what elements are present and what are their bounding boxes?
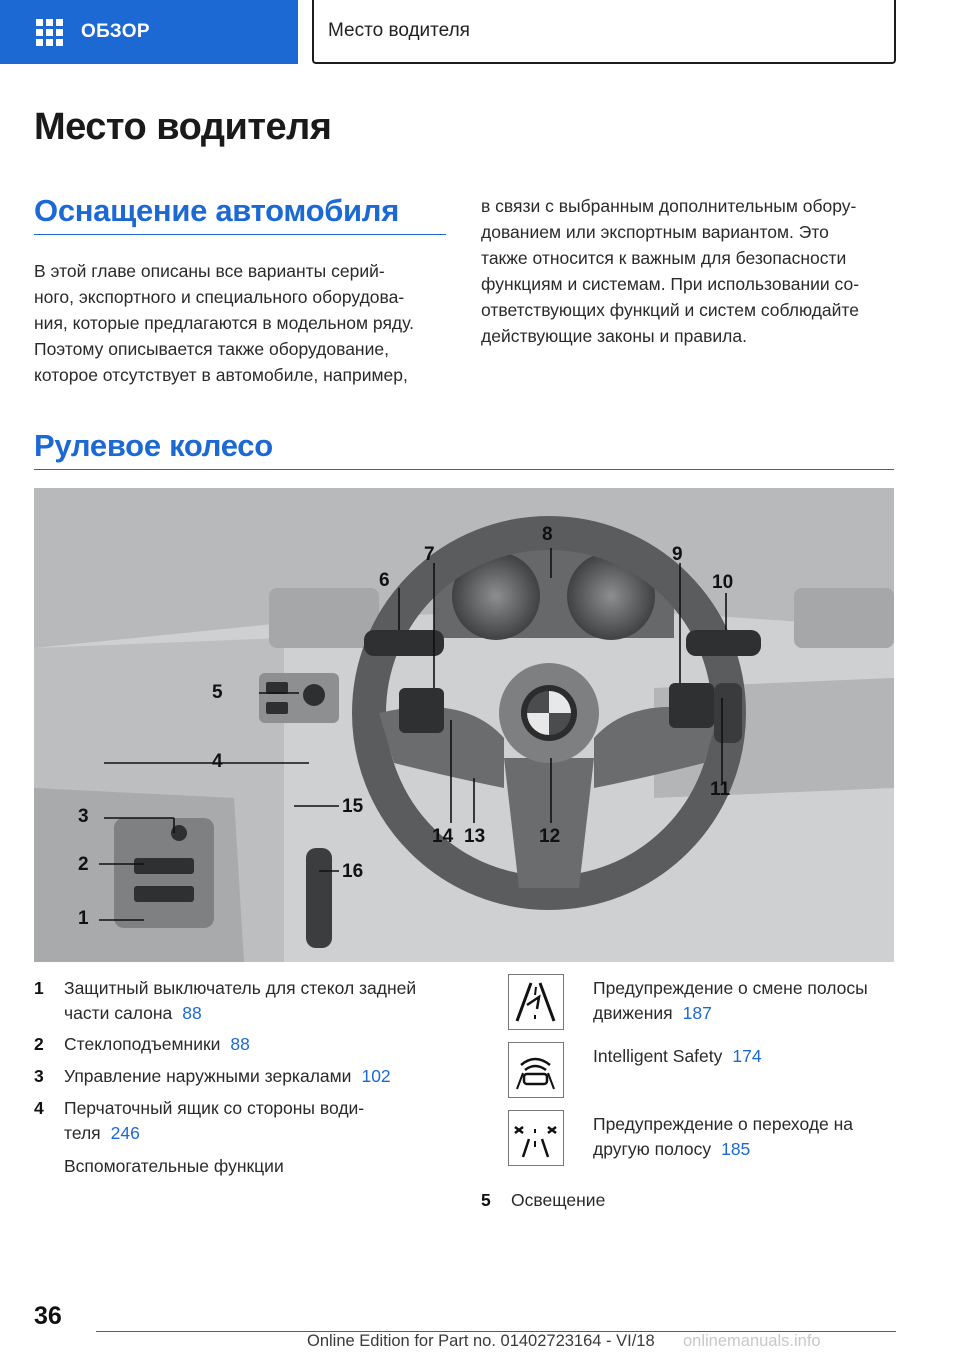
legend-label: Перчаточный ящик со стороны води-теля	[64, 1098, 365, 1143]
page-title: Место водителя	[34, 106, 332, 148]
page-link[interactable]: 246	[110, 1123, 140, 1143]
callout-7: 7	[424, 544, 435, 565]
callout-2: 2	[78, 854, 89, 875]
cockpit-figure	[34, 488, 894, 962]
text-line: Поэтому описывается также оборудование,	[34, 339, 389, 359]
callout-14: 14	[432, 826, 454, 847]
legend-label: Intelligent Safety	[593, 1046, 723, 1066]
legend-num	[34, 1154, 64, 1179]
callout-9: 9	[672, 544, 683, 565]
page-link[interactable]: 187	[682, 1003, 712, 1023]
legend-right-item5	[481, 1188, 781, 1213]
text-line: также относится к важным для безопасности	[481, 248, 847, 268]
page-link[interactable]: 88	[230, 1034, 250, 1054]
callout-6: 6	[379, 570, 390, 591]
section-rule-equipment	[34, 234, 446, 235]
callout-11: 11	[710, 779, 731, 800]
page-link[interactable]: 88	[182, 1003, 202, 1023]
legend-right-item	[593, 1112, 898, 1162]
page-link[interactable]: 102	[361, 1066, 391, 1086]
callout-10: 10	[712, 572, 734, 593]
legend-right-item	[593, 976, 898, 1026]
legend-left	[34, 976, 474, 1196]
callout-4: 4	[212, 751, 223, 772]
legend-text	[64, 1064, 444, 1089]
lane-change-warning-icon	[508, 974, 564, 1030]
legend-label: Стеклоподъемники	[64, 1034, 221, 1054]
callout-8: 8	[542, 524, 553, 545]
header-section-label: Место водителя	[328, 20, 470, 41]
text-line: действующие законы и правила.	[481, 326, 747, 346]
intelligent-safety-icon	[508, 1042, 564, 1098]
equipment-text-right	[481, 193, 901, 349]
legend-num: 5	[481, 1190, 491, 1210]
legend-text	[64, 1096, 404, 1146]
legend-label: Освещение	[511, 1190, 606, 1210]
legend-num: 3	[34, 1066, 44, 1086]
grid-icon	[36, 19, 63, 46]
equipment-text-left	[34, 258, 454, 388]
watermark: onlinemanuals.info	[683, 1332, 821, 1350]
text-line: функциям и системам. При использовании со-	[481, 274, 860, 294]
text-line: В этой главе описаны все варианты серий-	[34, 261, 385, 281]
callout-5: 5	[212, 682, 223, 703]
legend-item	[34, 1032, 444, 1057]
text-line: дованием или экспортным вариантом. Это	[481, 222, 829, 242]
legend-label: Предупреждение о смене полосы движения	[593, 978, 868, 1023]
callout-12: 12	[539, 826, 561, 847]
legend-right-item	[593, 1044, 898, 1069]
legend-num: 1	[34, 978, 44, 998]
cockpit-illustration	[34, 488, 894, 962]
section-heading-equipment: Оснащение автомобиля	[34, 193, 399, 228]
legend-text: Вспомогательные функции	[64, 1156, 284, 1176]
page-link[interactable]: 185	[721, 1139, 751, 1159]
text-line: в связи с выбранным дополнительным обору-	[481, 196, 857, 216]
legend-label: Управление наружными зеркалами	[64, 1066, 352, 1086]
legend-item	[34, 976, 444, 1026]
lane-departure-warning-icon	[508, 1110, 564, 1166]
header-section-box	[312, 0, 896, 64]
legend-label: Защитный выключатель для стекол задней части салона	[64, 978, 417, 1023]
text-line: ния, которые предлагаются в модельном ряду.	[34, 313, 414, 333]
legend-num: 2	[34, 1034, 44, 1054]
text-line: ного, экспортного и специального оборудова-	[34, 287, 405, 307]
callout-16: 16	[342, 861, 364, 882]
legend-item	[34, 1154, 444, 1179]
section-heading-steering: Рулевое колесо	[34, 428, 273, 463]
header-tab-overview[interactable]	[0, 0, 298, 64]
page-link[interactable]: 174	[732, 1046, 762, 1066]
section-rule-steering	[34, 469, 894, 470]
callout-15: 15	[342, 796, 364, 817]
page-number: 36	[34, 1302, 62, 1330]
legend-item	[34, 1064, 444, 1089]
legend-num: 4	[34, 1098, 44, 1118]
callout-13: 13	[464, 826, 486, 847]
legend-label: Предупреждение о переходе на другую полосу	[593, 1114, 854, 1159]
callout-1: 1	[78, 908, 89, 929]
text-line: которое отсутствует в автомобиле, например,	[34, 365, 408, 385]
header-tab-label: ОБЗОР	[81, 21, 150, 42]
legend-item	[34, 1096, 404, 1146]
legend-text	[64, 1032, 444, 1057]
text-line: ответствующих функций и систем соблюдайте	[481, 300, 859, 320]
legend-text	[64, 976, 444, 1026]
callout-3: 3	[78, 806, 89, 827]
footer-edition: Online Edition for Part no. 01402723164 - VI/18	[307, 1332, 655, 1350]
